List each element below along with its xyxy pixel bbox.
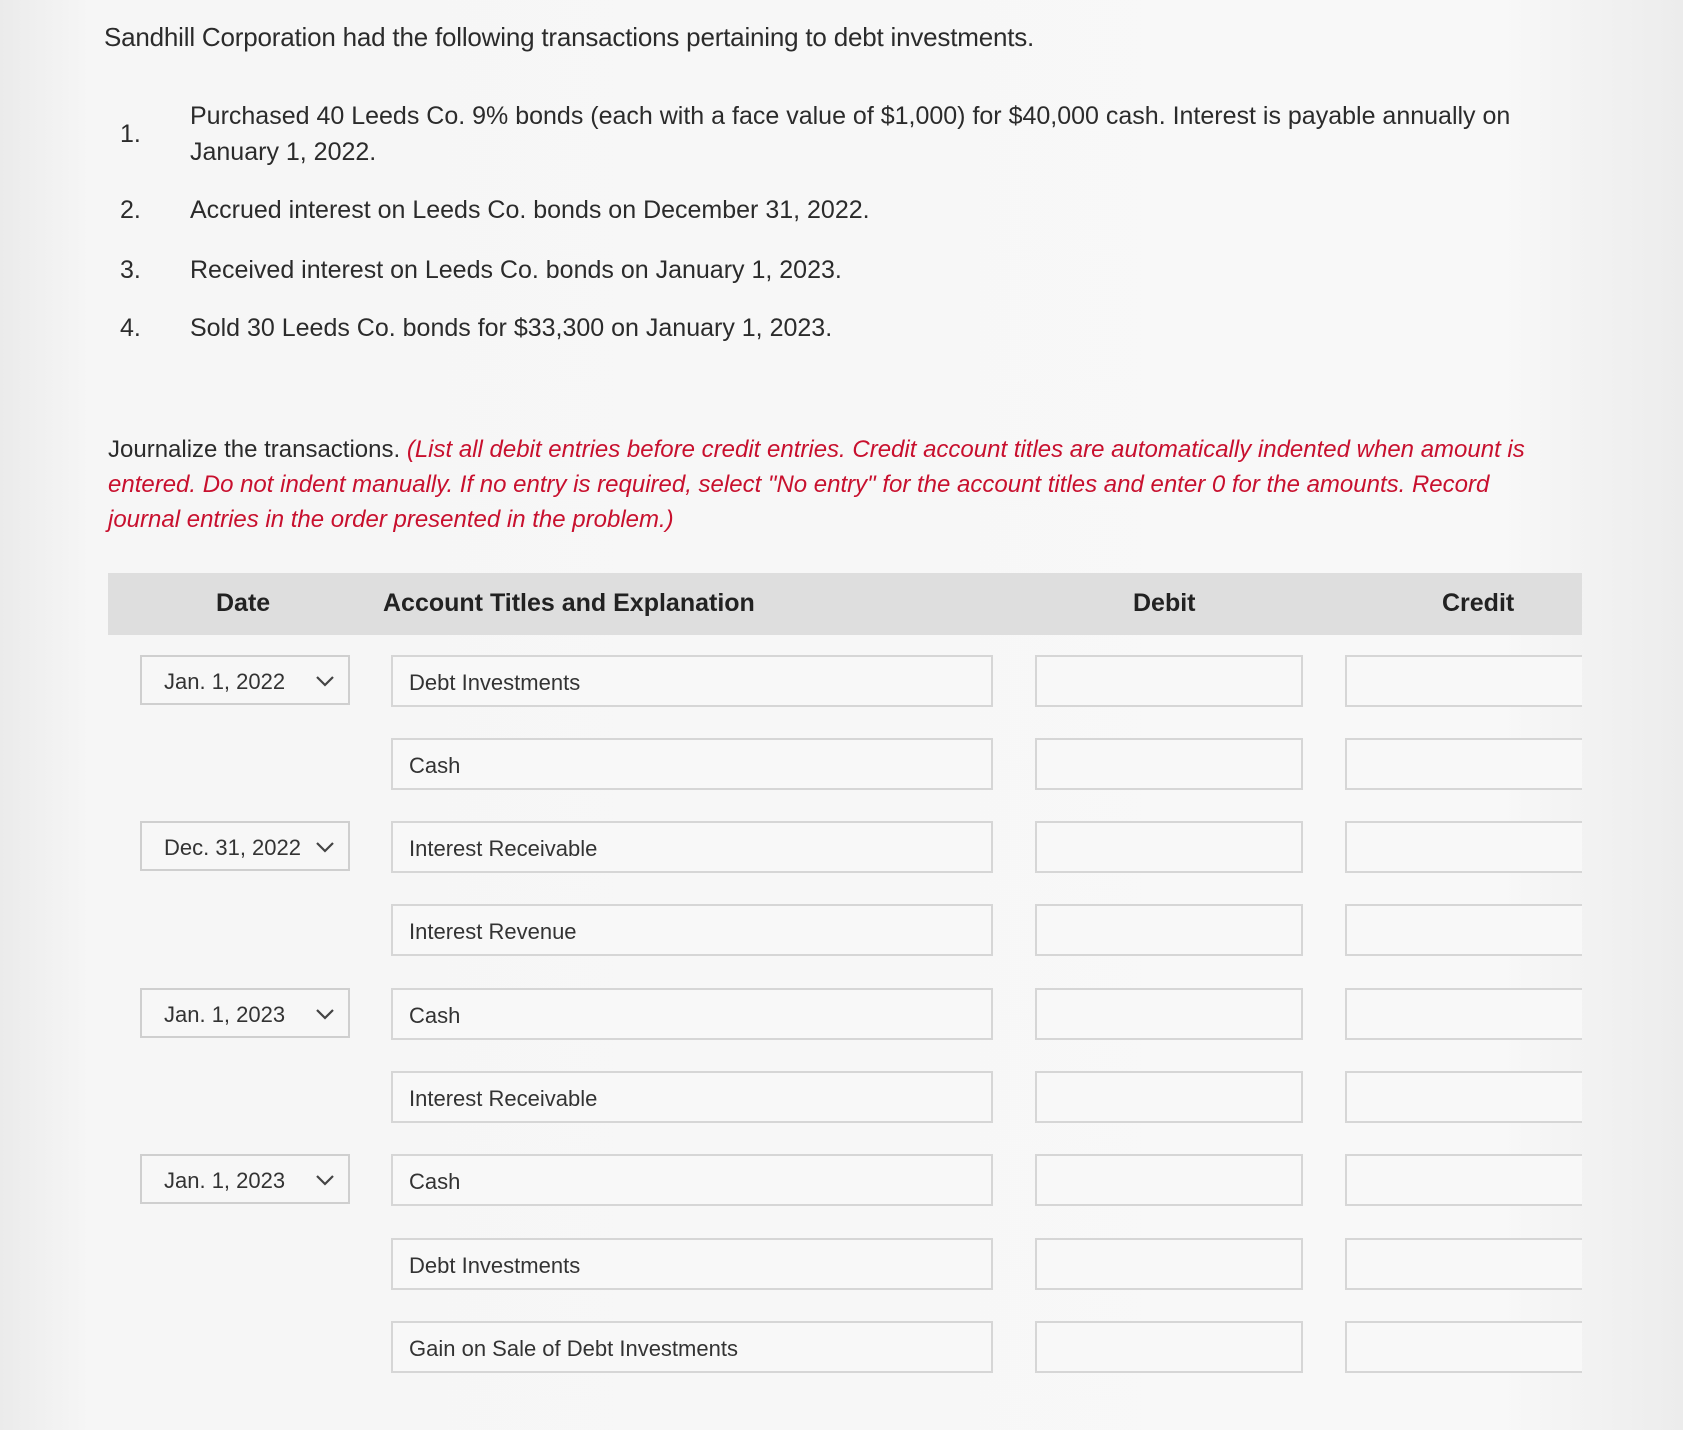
journal-row xyxy=(108,655,1582,709)
journal-row xyxy=(108,1321,1582,1375)
debit-input[interactable] xyxy=(1035,1321,1303,1373)
header-account-titles: Account Titles and Explanation xyxy=(383,589,755,617)
transaction-number: 1. xyxy=(120,120,141,148)
account-title-field[interactable] xyxy=(391,904,993,956)
credit-input[interactable] xyxy=(1345,1071,1582,1123)
debit-input[interactable] xyxy=(1035,904,1303,956)
journal-instructions xyxy=(108,432,1528,537)
account-title-value: Debt Investments xyxy=(409,670,581,695)
debit-input[interactable] xyxy=(1035,655,1303,707)
date-value: Jan. 1, 2023 xyxy=(164,1168,286,1193)
debit-input[interactable] xyxy=(1035,1154,1303,1206)
transaction-text: Purchased 40 Leeds Co. 9% bonds (each with a face value of $1,000) for $40,000 cash. Interest is payable annually on January 1, 2022. xyxy=(190,102,1511,166)
header-debit: Debit xyxy=(1133,589,1196,617)
journal-row xyxy=(108,904,1582,958)
account-title-field[interactable] xyxy=(391,821,993,873)
journal-row xyxy=(108,821,1582,875)
date-dropdown[interactable] xyxy=(140,821,350,871)
account-title-field[interactable] xyxy=(391,655,993,707)
header-credit: Credit xyxy=(1442,589,1515,617)
debit-input[interactable] xyxy=(1035,988,1303,1040)
problem-intro: Sandhill Corporation had the following transactions pertaining to debt investments. xyxy=(104,22,1035,52)
credit-input[interactable] xyxy=(1345,1238,1582,1290)
account-title-value: Interest Receivable xyxy=(409,836,598,861)
transaction-number: 3. xyxy=(120,256,141,284)
date-value: Jan. 1, 2022 xyxy=(164,669,286,694)
debit-input[interactable] xyxy=(1035,1238,1303,1290)
transaction-item xyxy=(110,192,1590,228)
transaction-list xyxy=(110,98,1590,346)
journal-row xyxy=(108,1071,1582,1125)
transaction-item xyxy=(110,310,1590,346)
account-title-value: Debt Investments xyxy=(409,1253,581,1278)
chevron-down-icon xyxy=(314,1170,336,1190)
credit-input[interactable] xyxy=(1345,655,1582,707)
credit-input[interactable] xyxy=(1345,988,1582,1040)
account-title-field[interactable] xyxy=(391,988,993,1040)
transaction-text: Accrued interest on Leeds Co. bonds on December 31, 2022. xyxy=(190,196,870,224)
journal-row xyxy=(108,738,1582,792)
instructions-note: (List all debit entries before credit entries. Credit account titles are automatically indented when amount is entered. Do not indent manually. If no entry is required, select "No entry" for the account titles and enter 0 for the amounts. Record journal entries in the order presented in the problem.) xyxy=(108,436,1525,533)
chevron-down-icon xyxy=(314,837,336,857)
transaction-number: 2. xyxy=(120,196,141,224)
transaction-item xyxy=(110,98,1590,170)
account-title-value: Interest Revenue xyxy=(409,919,577,944)
chevron-down-icon xyxy=(314,671,336,691)
account-title-field[interactable] xyxy=(391,1321,993,1373)
date-value: Jan. 1, 2023 xyxy=(164,1002,286,1027)
journal-header xyxy=(108,573,1582,635)
account-title-field[interactable] xyxy=(391,1154,993,1206)
account-title-field[interactable] xyxy=(391,1238,993,1290)
account-title-value: Cash xyxy=(409,753,461,778)
transaction-text: Received interest on Leeds Co. bonds on January 1, 2023. xyxy=(190,256,842,284)
journal-row xyxy=(108,1154,1582,1208)
date-dropdown[interactable] xyxy=(140,1154,350,1204)
account-title-value: Interest Receivable xyxy=(409,1086,598,1111)
credit-input[interactable] xyxy=(1345,738,1582,790)
header-date: Date xyxy=(216,589,271,617)
credit-input[interactable] xyxy=(1345,1154,1582,1206)
transaction-number: 4. xyxy=(120,314,141,342)
account-title-value: Gain on Sale of Debt Investments xyxy=(409,1336,738,1361)
date-value: Dec. 31, 2022 xyxy=(164,835,301,860)
date-dropdown[interactable] xyxy=(140,655,350,705)
journal-row xyxy=(108,1238,1582,1292)
account-title-value: Cash xyxy=(409,1003,461,1028)
account-title-value: Cash xyxy=(409,1169,461,1194)
debit-input[interactable] xyxy=(1035,738,1303,790)
credit-input[interactable] xyxy=(1345,1321,1582,1373)
account-title-field[interactable] xyxy=(391,1071,993,1123)
journal-entry-table xyxy=(108,573,1582,1361)
transaction-text: Sold 30 Leeds Co. bonds for $33,300 on January 1, 2023. xyxy=(190,314,833,342)
transaction-item xyxy=(110,252,1590,288)
date-dropdown[interactable] xyxy=(140,988,350,1038)
credit-input[interactable] xyxy=(1345,904,1582,956)
journal-row xyxy=(108,988,1582,1042)
credit-input[interactable] xyxy=(1345,821,1582,873)
instructions-lead: Journalize the transactions. xyxy=(108,436,407,463)
chevron-down-icon xyxy=(314,1004,336,1024)
debit-input[interactable] xyxy=(1035,821,1303,873)
account-title-field[interactable] xyxy=(391,738,993,790)
debit-input[interactable] xyxy=(1035,1071,1303,1123)
